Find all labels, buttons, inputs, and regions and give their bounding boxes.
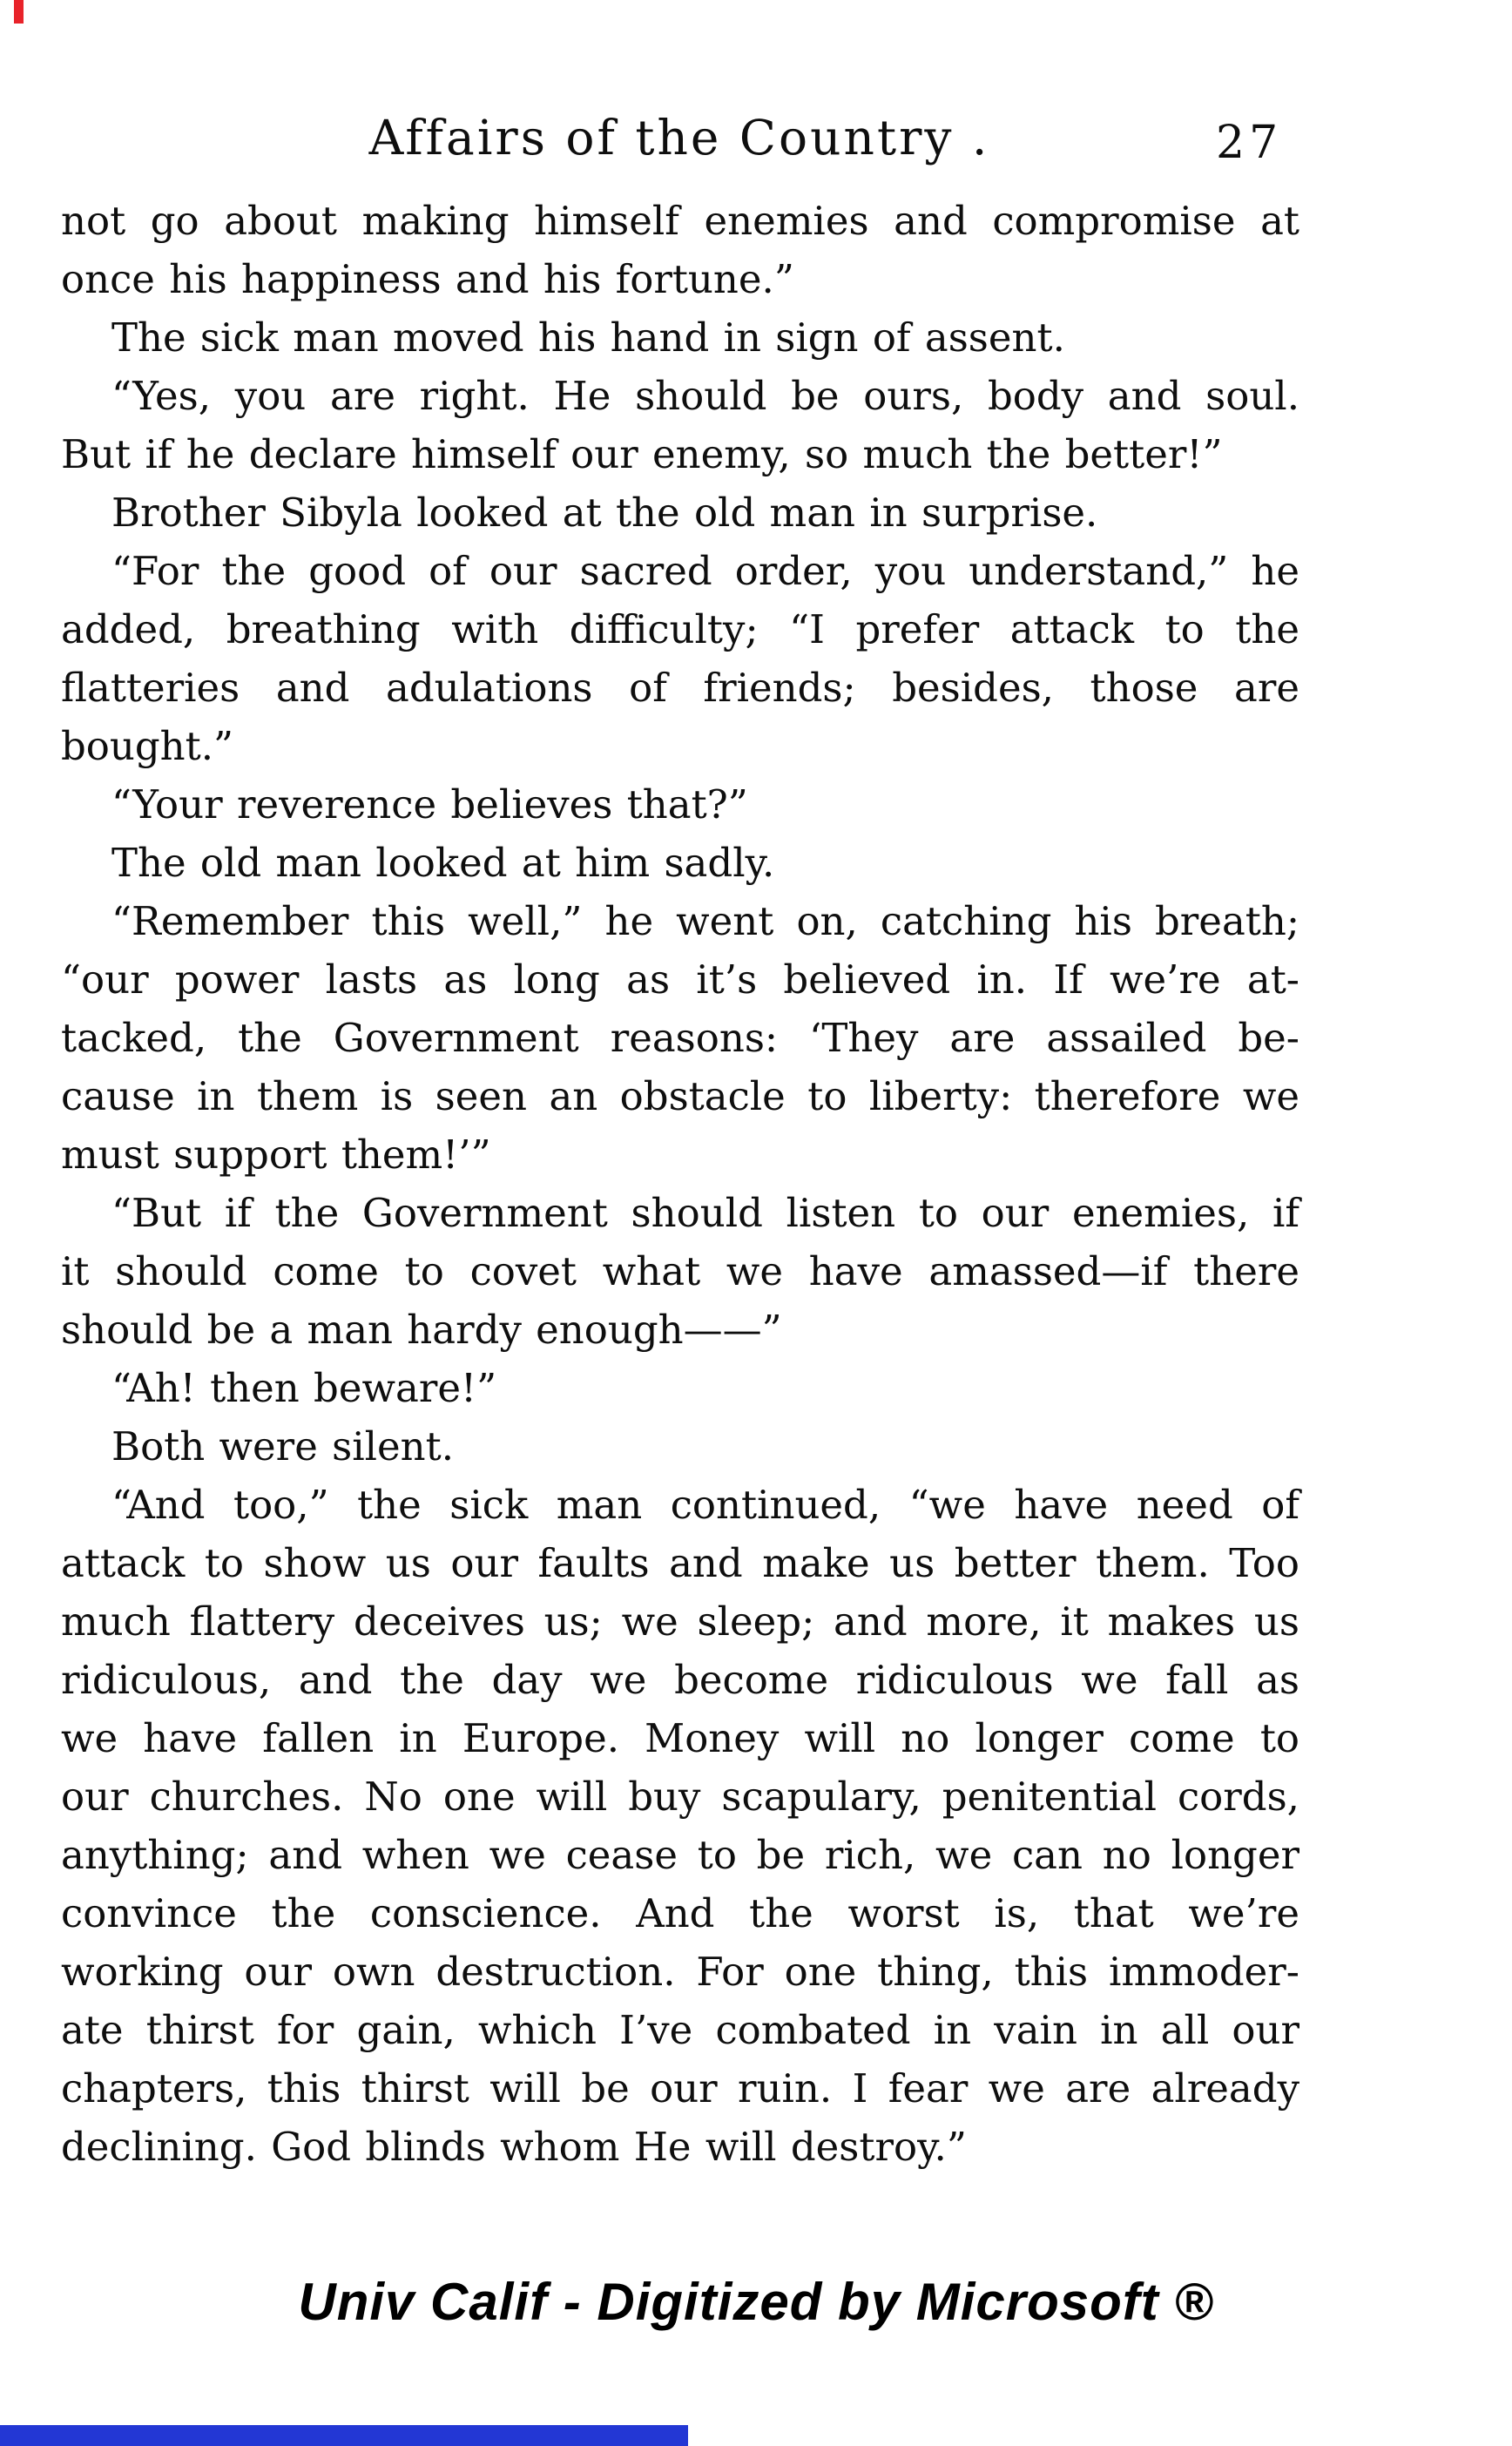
text-line: “For the good of our sacred order, you understand,” he [111,548,1299,594]
text-line: must support them!’” [61,1132,491,1178]
text-line: ate thirst for gain, which I’ve combated in vain in all our [61,2007,1299,2053]
page-body [61,192,1299,2176]
text-line: we have fallen in Europe. Money will no longer come to [61,1715,1299,1761]
page-number: 27 [1216,117,1283,169]
text-line: bought.” [61,723,234,769]
text-line: tacked, the Government reasons: ‘They are assailed be- [61,1015,1299,1061]
text-line: attack to show us our faults and make us better them. Too [61,1540,1299,1586]
text-line: “Ah! then beware!” [111,1365,497,1411]
text-line: added, breathing with difficulty; “I prefer attack to the [61,606,1299,652]
text-line: ridiculous, and the day we become ridiculous we fall as [61,1657,1299,1703]
text-line: anything; and when we cease to be rich, we can no longer [61,1832,1299,1878]
text-line: “Yes, you are right. He should be ours, body and soul. [111,373,1299,419]
text-line: working our own destruction. For one thing, this immoder- [61,1949,1299,1995]
text-line: Brother Sibyla looked at the old man in surprise. [111,490,1098,536]
scan-artifact-blue-bar [0,2425,688,2446]
page-title: Affairs of the Country . [368,110,990,166]
scan-artifact-red-tick [14,0,24,24]
text-line: not go about making himself enemies and compromise at [61,198,1299,244]
text-line: “But if the Government should listen to our enemies, if [111,1190,1299,1236]
text-line: should be a man hardy enough——” [61,1307,782,1353]
text-line: much flattery deceives us; we sleep; and more, it makes us [61,1598,1299,1645]
text-line: Both were silent. [111,1423,455,1470]
text-line: our churches. No one will buy scapulary, penitential cords, [61,1774,1299,1820]
text-line: “our power lasts as long as it’s believed in. If we’re at- [61,956,1299,1003]
running-header [0,110,1512,179]
text-line: flatteries and adulations of friends; besides, those are [61,665,1299,711]
text-line: it should come to covet what we have amassed—if there [61,1248,1299,1294]
text-line: The sick man moved his hand in sign of assent. [111,314,1065,361]
digitization-credit: Univ Calif - Digitized by Microsoft ® [298,2273,1214,2331]
text-line: cause in them is seen an obstacle to liberty: therefore we [61,1073,1299,1119]
text-line: convince the conscience. And the worst is, that we’re [61,1890,1299,1936]
text-line: “Your reverence believes that?” [111,781,748,828]
text-line: The old man looked at him sadly. [111,840,775,886]
text-line: chapters, this thirst will be our ruin. I fear we are already [61,2065,1299,2112]
text-line: “Remember this well,” he went on, catching his breath; [111,898,1299,944]
text-line: “And too,” the sick man continued, “we have need of [111,1482,1299,1528]
text-line: declining. God blinds whom He will destroy.” [61,2124,967,2170]
text-line: once his happiness and his fortune.” [61,256,794,302]
text-line: But if he declare himself our enemy, so much the better!” [61,431,1223,477]
